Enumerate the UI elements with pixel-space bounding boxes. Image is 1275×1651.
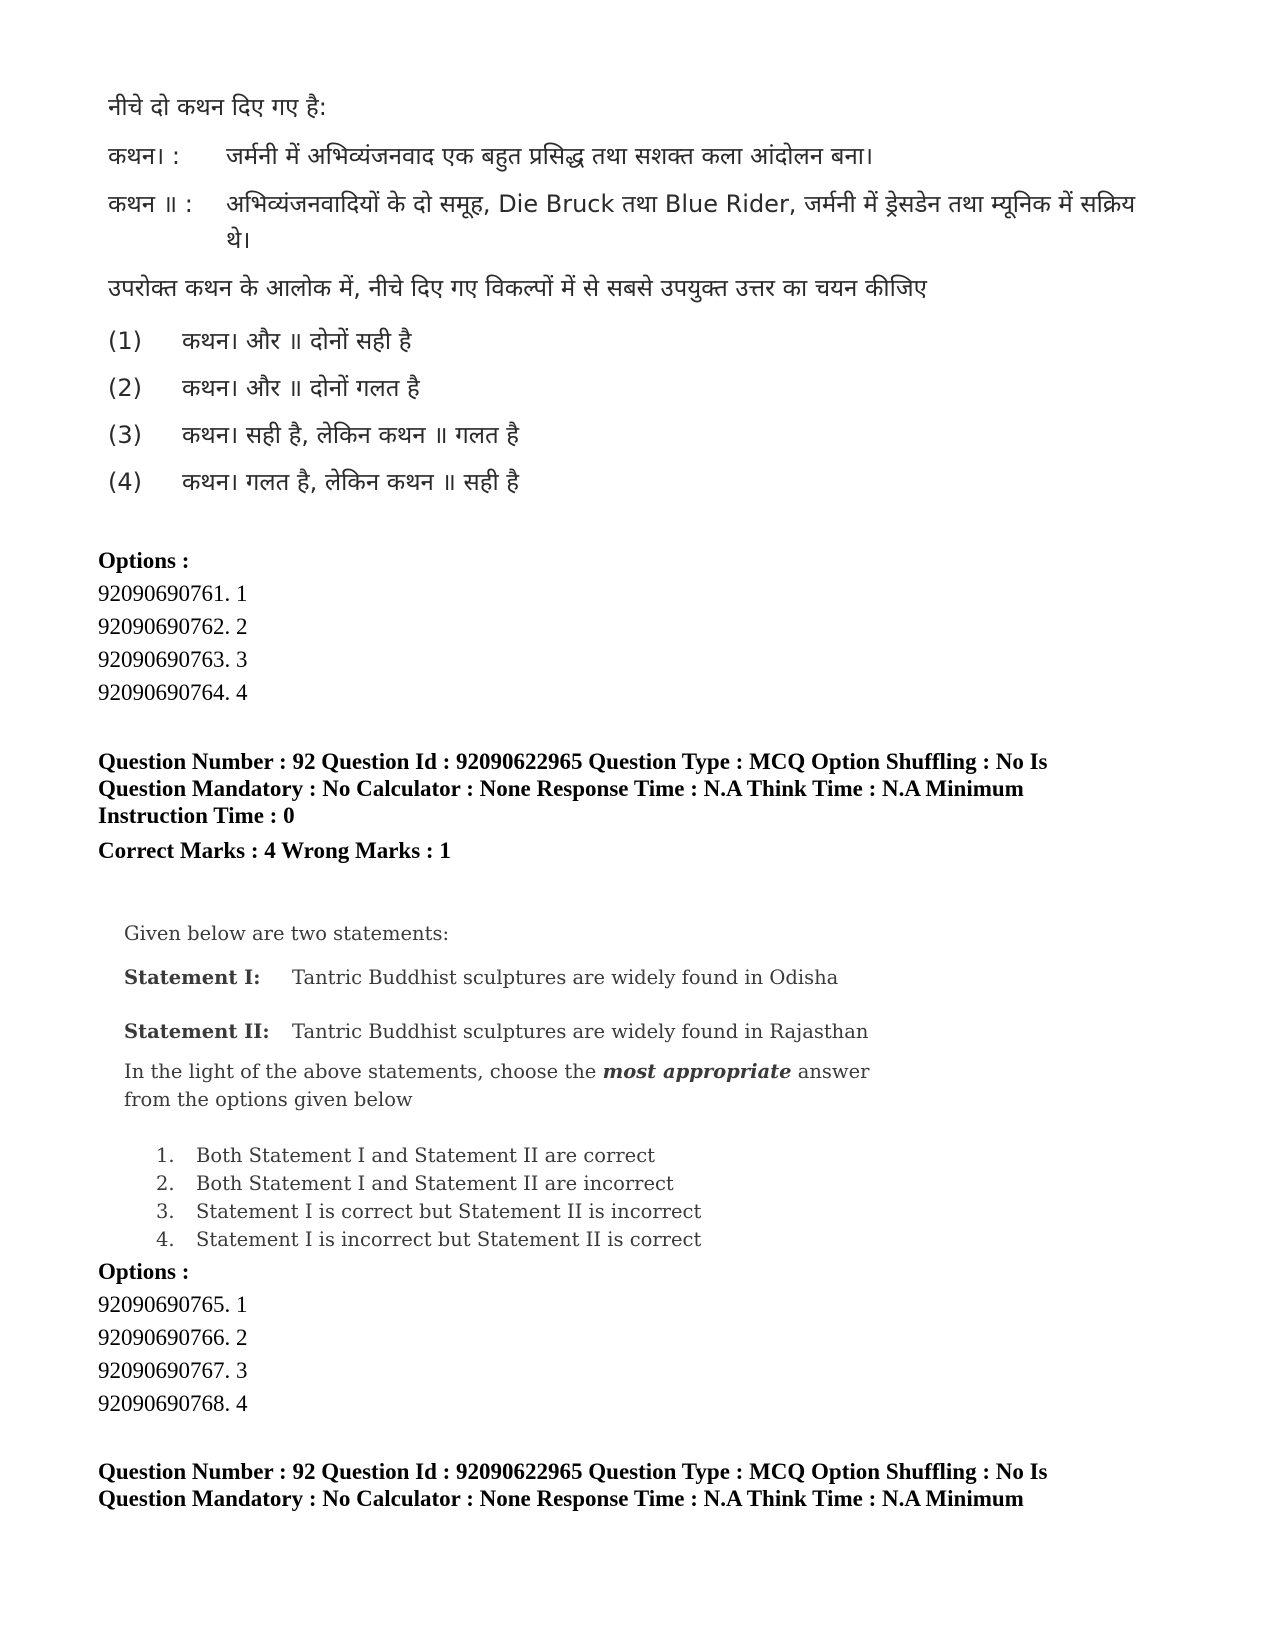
hindi-statement-2-label: कथन ॥ : [108,190,193,218]
english-option [156,1170,924,1198]
options-heading: Options : [98,548,190,573]
hindi-statement-1-text: जर्मनी में अभिव्यंजनवाद एक बहुत प्रसिद्ध तथा सशक्त कला आंदोलन बना। [226,142,874,170]
hindi-option-number: (2) [108,374,142,402]
english-question-image [124,920,924,1254]
hindi-option-text: कथन। सही है, लेकिन कथन ॥ गलत है [182,421,520,449]
english-option [156,1198,924,1226]
options-heading: Options : [98,1259,190,1284]
english-options-list [124,1142,924,1254]
meta-line: Question Mandatory : No Calculator : None Response Time : N.A Think Time : N.A Minimum [98,1486,1024,1511]
option-id-line: 92090690762. 2 [98,614,248,639]
hindi-intro: नीचे दो कथन दिए गए है: [108,93,327,121]
english-statement-1-label: Statement I: [124,966,261,989]
english-option-number: 2. [156,1172,175,1195]
english-option-text: Both Statement I and Statement II are incorrect [196,1172,674,1195]
hindi-option-number: (4) [108,468,142,496]
hindi-option-text: कथन। और ॥ दोनों सही है [182,327,412,355]
english-prompt-part: In the light of the above statements, choose the [124,1060,603,1083]
english-option-number: 3. [156,1200,175,1223]
hindi-question-image [108,78,1148,506]
marks-line: Correct Marks : 4 Wrong Marks : 1 [98,838,451,863]
english-statement-1 [124,964,924,992]
english-option-text: Statement I is correct but Statement II is incorrect [196,1200,702,1223]
english-intro: Given below are two statements: [124,922,450,945]
english-statement-2-text: Tantric Buddhist sculptures are widely found in Rajasthan [292,1020,869,1043]
question-meta-2 [98,1458,1198,1512]
option-id-line: 92090690768. 4 [98,1391,248,1416]
options-block-1 [98,544,248,709]
hindi-option [108,412,1148,459]
hindi-statement-2 [108,186,1148,258]
meta-line: Question Number : 92 Question Id : 92090622965 Question Type : MCQ Option Shuffling : No Is [98,1459,1048,1484]
option-id-line: 92090690761. 1 [98,581,248,606]
english-option [156,1226,924,1254]
english-prompt-line2: from the options given below [124,1088,413,1111]
option-id-line: 92090690767. 3 [98,1358,248,1383]
english-prompt-part: answer [791,1060,870,1083]
english-option [156,1142,924,1170]
option-id-line: 92090690764. 4 [98,680,248,705]
option-id-line: 92090690765. 1 [98,1292,248,1317]
hindi-option-text: कथन। और ॥ दोनों गलत है [182,374,420,402]
option-id-line: 92090690766. 2 [98,1325,248,1350]
hindi-options-list [108,318,1148,506]
english-option-text: Both Statement I and Statement II are correct [196,1144,655,1167]
meta-line: Question Number : 92 Question Id : 92090622965 Question Type : MCQ Option Shuffling : No Is [98,749,1048,774]
hindi-option [108,365,1148,412]
english-option-text: Statement I is incorrect but Statement II is correct [196,1228,702,1251]
hindi-option-number: (1) [108,327,142,355]
hindi-statement-1-label: कथन। : [108,142,180,170]
option-id-line: 92090690763. 3 [98,647,248,672]
english-option-number: 1. [156,1144,175,1167]
hindi-option [108,318,1148,365]
options-block-2 [98,1255,248,1420]
meta-line: Question Mandatory : No Calculator : None Response Time : N.A Think Time : N.A Minimum [98,776,1024,801]
hindi-statement-2-text: अभिव्यंजनवादियों के दो समूह, Die Bruck तथा Blue Rider, जर्मनी में ड्रेसडेन तथा म्यूनिक में सक्रिय थे। [226,190,1136,254]
hindi-option-number: (3) [108,421,142,449]
hindi-option [108,459,1148,506]
hindi-prompt: उपरोक्त कथन के आलोक में, नीचे दिए गए विकल्पों में से सबसे उपयुक्त उत्तर का चयन कीजिए [108,274,927,302]
hindi-option-text: कथन। गलत है, लेकिन कथन ॥ सही है [182,468,520,496]
english-statement-2 [124,1018,924,1046]
english-prompt-emphasis: most appropriate [602,1060,792,1083]
english-option-number: 4. [156,1228,175,1251]
english-statement-1-text: Tantric Buddhist sculptures are widely found in Odisha [292,966,839,989]
hindi-statement-1 [108,138,1148,174]
question-meta-1 [98,748,1198,864]
english-prompt [124,1058,924,1114]
english-statement-2-label: Statement II: [124,1020,270,1043]
meta-line: Instruction Time : 0 [98,803,295,828]
